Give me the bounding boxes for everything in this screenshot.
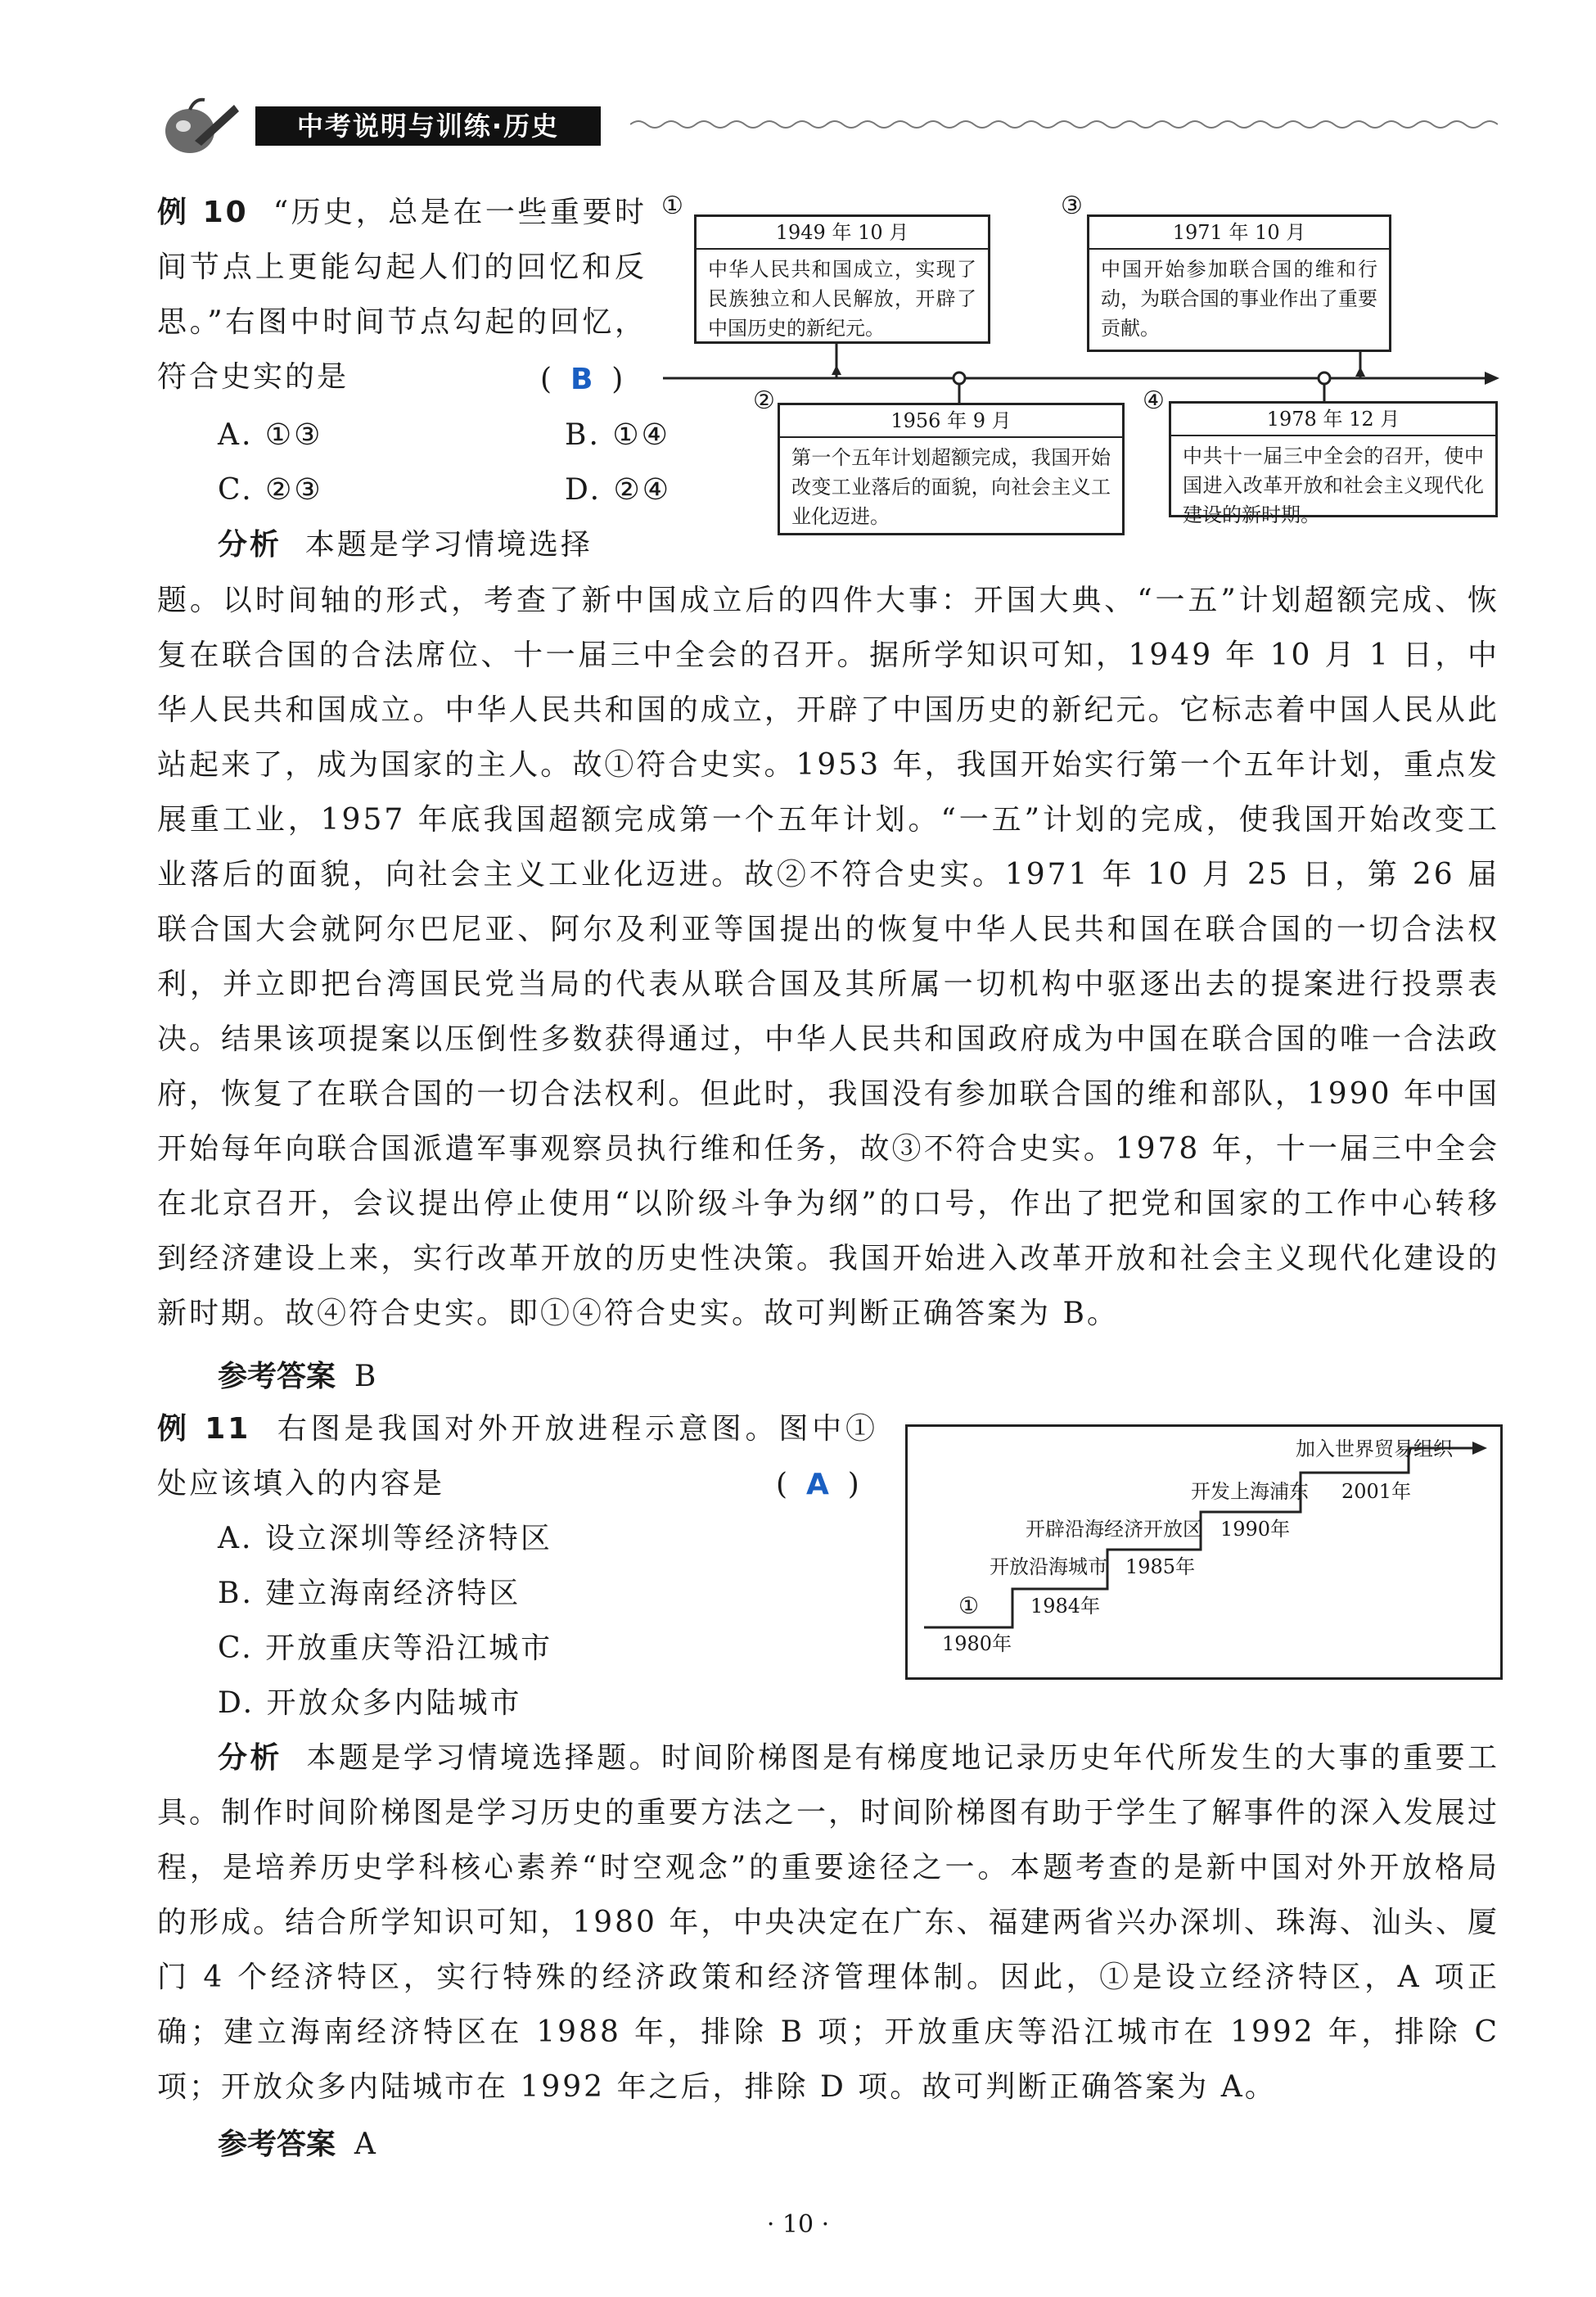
timeline-num-2: ② <box>753 386 775 415</box>
ex10-answer-paren: ( B ) <box>540 363 624 396</box>
timeline-text-1971: 中国开始参加联合国的维和行动，为联合国的事业作出了重要贡献。 <box>1101 258 1377 340</box>
timeline-figure <box>655 193 1514 553</box>
apple-pencil-icon <box>154 93 244 159</box>
timeline-num-1: ① <box>661 192 683 220</box>
stair-year-1984: 1984年 <box>1030 1595 1101 1618</box>
ex10-ref-answer: B <box>354 1360 376 1393</box>
stair-year-1985: 1985年 <box>1125 1555 1196 1578</box>
stair-event-3: 开辟沿海经济开放区 <box>1026 1518 1202 1541</box>
ex11-analysis-label: 分析 <box>218 1741 282 1775</box>
timeline-text-1949: 中华人民共和国成立，实现了民族独立和人民解放，开辟了中国历史的新纪元。 <box>708 258 976 340</box>
ex10-option-d: D. ②④ <box>565 473 672 507</box>
timeline-event-1978 <box>1169 401 1498 526</box>
timeline-date-1978: 1978 年 12 月 <box>1171 404 1495 436</box>
staircase-figure <box>905 1424 1503 1680</box>
stair-event-1: ① <box>958 1592 980 1619</box>
ex11-ref-answer: A <box>354 2128 376 2161</box>
ex10-ref-label: 参考答案 <box>218 1360 336 1393</box>
ex10-option-b: B. ①④ <box>565 418 670 452</box>
ex10-option-c: C. ②③ <box>218 473 323 507</box>
ex11-option-c: C. 开放重庆等沿江城市 <box>218 1631 553 1665</box>
ex11-answer: A <box>805 1468 829 1501</box>
stair-year-2001: 2001年 <box>1341 1480 1412 1503</box>
timeline-text-1956: 第一个五年计划超额完成，我国开始改变工业落后的面貌，向社会主义工业化迈进。 <box>791 446 1111 528</box>
header-title: 中考说明与训练·历史 <box>255 106 601 146</box>
page-number: · 10 · <box>766 2210 830 2239</box>
stair-event-5: 加入世界贸易组织 <box>1296 1437 1453 1460</box>
timeline-date-1949: 1949 年 10 月 <box>697 217 988 250</box>
ex10-analysis-lead <box>218 517 593 572</box>
ex10-option-a: A. ①③ <box>218 418 323 452</box>
ex10-question: “历史，总是在一些重要时间节点上更能勾起人们的回忆和反思。”右图中时间节点勾起的回忆，符合史实的是 <box>157 196 647 394</box>
ex11-analysis-text: 本题是学习情境选择题。时间阶梯图是有梯度地记录历史年代所发生的大事的重要工具。制作时间阶梯图是学习历史的重要方法之一，时间阶梯图有助于学生了解事件的深入发展过程，是培养历史学科核心素养“时空观念”的重要途径之一。本题考查的是新中国对外开放格局的形成。结合所学知识可知，1980 年，中央决定在广东、福建两省兴办深圳、珠海、汕头、厦门 4 个经济特区，实行特殊的经济政策和经济管理体制。因此，①是设立经济特区，A 项正确；建立海南经济特区在 1988 年，排除 B 项；开放重庆等沿江城市在 1992 年，排除 C 项；开放众多内陆城市在 1992 年之后，排除 D 项。故可判断正确答案为 A。 <box>157 1741 1499 2104</box>
timeline-event-1949 <box>694 214 990 344</box>
ex10-analysis-label: 分析 <box>218 528 282 562</box>
ex10-analysis-body: 题。以时间轴的形式，考查了新中国成立后的四件大事：开国大典、“一五”计划超额完成、恢复在联合国的合法席位、十一届三中全会的召开。据所学知识可知，1949 年 10 月 1 日，中华人民共和国成立。中华人民共和国的成立，开辟了中国历史的新纪元。它标志着中国人民从此站起来了，成为国家的主人。故①符合史实。1953 年，我国开始实行第一个五年计划，重点发展重工业，1957 年底我国超额完成第一个五年计划。“一五”计划的完成，使我国开始改变工业落后的面貌，向社会主义工业化迈进。故②不符合史实。1971 年 10 月 25 日，第 26 届联合国大会就阿尔巴尼亚、阿尔及利亚等国提出的恢复中华人民共和国在联合国的一切合法权利，并立即把台湾国民党当局的代表从联合国及其所属一切机构中驱逐出去的提案进行投票表决。结果该项提案以压倒性多数获得通过，中华人民共和国政府成为中国在联合国的唯一合法政府，恢复了在联合国的一切合法权利。但此时，我国没有参加联合国的维和部队，1990 年中国开始每年向联合国派遣军事观察员执行维和任务，故③不符合史实。1978 年，十一届三中全会在北京召开，会议提出停止使用“以阶级斗争为纲”的口号，作出了把党和国家的工作中心转移到经济建设上来，实行改革开放的历史性决策。我国开始进入改革开放和社会主义现代化建设的新时期。故④符合史实。即①④符合史实。故可判断正确答案为 B。 <box>157 584 1499 1330</box>
ex10-label: 例 10 <box>157 196 249 229</box>
ex11-stem <box>157 1401 877 1511</box>
stair-event-4: 开发上海浦东 <box>1191 1480 1309 1503</box>
ex10-reference <box>218 1349 376 1404</box>
timeline-num-4: ④ <box>1143 386 1165 415</box>
timeline-date-1971: 1971 年 10 月 <box>1089 217 1389 250</box>
stair-year-1980: 1980年 <box>942 1632 1012 1655</box>
ex11-label: 例 11 <box>157 1412 251 1446</box>
timeline-event-1956 <box>778 403 1125 535</box>
timeline-num-3: ③ <box>1061 192 1083 220</box>
timeline-event-1971 <box>1087 214 1391 352</box>
ex11-option-a: A. 设立深圳等经济特区 <box>218 1522 552 1555</box>
ex11-option-d: D. 开放众多内陆城市 <box>218 1686 522 1720</box>
ex10-analysis-lead-text: 本题是学习情境选择 <box>304 528 593 562</box>
timeline-date-1956: 1956 年 9 月 <box>780 405 1122 438</box>
timeline-text-1978: 中共十一届三中全会的召开，使中国进入改革开放和社会主义现代化建设的新时期。 <box>1183 445 1484 526</box>
ex10-answer: B <box>570 363 593 396</box>
ex11-answer-paren: ( A ) <box>776 1468 859 1501</box>
ex11-reference <box>218 2117 376 2172</box>
ex11-ref-label: 参考答案 <box>218 2128 336 2161</box>
header-logo <box>154 93 244 159</box>
ex11-analysis <box>157 1731 1499 2114</box>
stair-event-2: 开放沿海城市 <box>990 1555 1107 1578</box>
header-wavy-rule <box>630 116 1498 133</box>
stair-year-1990: 1990年 <box>1220 1518 1291 1541</box>
ex11-question: 右图是我国对外开放进程示意图。图中①处应该填入的内容是 <box>157 1412 877 1500</box>
ex11-option-b: B. 建立海南经济特区 <box>218 1577 521 1610</box>
